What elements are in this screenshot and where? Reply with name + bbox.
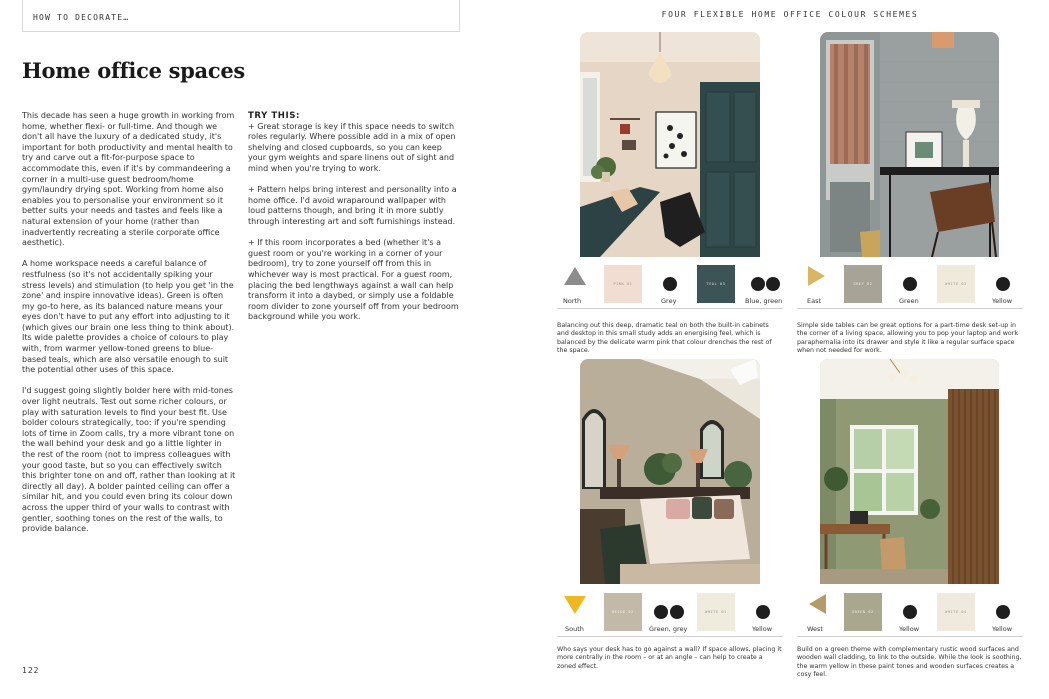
east-swatch-row — [797, 265, 1023, 309]
west-swatch-row — [797, 593, 1023, 637]
body-paragraph: This decade has seen a huge growth in working from home, whether flexi- or full-time. And though we don't all have the luxury of a dedicated study, it's important for both productivity and mental health to try and carve out a fit-for-purpose space to accommodate this, even if it's by commandeering a corner in a multi-use guest bedroom/home gym/laundry drying spot. Working from home also enables you to personalise your environment so it better suits your needs and tastes and feels like a natural extension of your home (rather than inadvertently recreating a sterile corporate office aesthetic). — [22, 111, 235, 248]
paint-swatch: BEIGE 02 — [604, 593, 642, 631]
north-swatch-row — [557, 265, 783, 309]
colour-name-label: Yellow — [992, 297, 1013, 305]
body-paragraph: I'd suggest going slightly bolder here with mid-tones over light neutrals. Test out some richer colours, or play with saturation levels to find your best fit. Use bolder colours strategically, too: if you're spending lots of time in Zoom calls, try a more vibrant tone on the wall behind your desk and go a little lighter in the rest of the room (not to impress colleagues with your good taste, but so you can effectively switch this brighter tone on and off, rather than looking at it directly all day). A bolder painted ceiling can offer a similar hit, and you could even bring its colour down across the upper third of your walls to contrast with gentler, soothing tones on the rest of the walls, to provide balance. — [22, 386, 236, 534]
divider — [557, 308, 783, 309]
tip-paragraph: + Pattern helps bring interest and personality into a home office. I'd avoid wraparound wallpaper with loud patterns though, and bring it in more subtly through interesting art and soft furnishings instead. — [248, 185, 457, 226]
colour-name-label: Green — [899, 297, 919, 305]
colour-dot — [996, 605, 1010, 619]
divider — [797, 308, 1023, 309]
colour-dot — [903, 277, 917, 291]
paint-swatch: WHITE 01 — [697, 593, 735, 631]
body-column-left — [22, 111, 236, 545]
tip-paragraph: + Great storage is key if this space needs to switch roles regularly. Where possible add in a mix of open shelving and closed cupboards, so you can keep your gym weights and spare linens out of sight and mind when you're trying to work. — [248, 121, 456, 173]
north-caption: Balancing out this deep, dramatic teal on both the built-in cabinets and desktop in this small study adds an energising feel, which is balanced by the delicate warm pink that colour drenches the rest of the space. — [557, 322, 772, 355]
south-triangle-icon — [563, 593, 587, 615]
paint-swatch: PINK 01 — [604, 265, 642, 303]
colour-dot — [654, 605, 668, 619]
paint-swatch: WHITE 03 — [937, 265, 975, 303]
section-header-box — [22, 0, 460, 32]
west-room-photo — [820, 359, 999, 584]
paint-swatch: GREY 02 — [844, 265, 882, 303]
colour-name-label: Yellow — [992, 625, 1013, 633]
colour-dot — [903, 605, 917, 619]
direction-label: South — [565, 625, 584, 633]
east-caption: Simple side tables can be great options for a part-time desk set-up in the corner of a living space, allowing you to pop your laptop and work paraphernalia into its drawer and style it like a regular surface space when not needed for work. — [797, 322, 1018, 355]
paint-swatch: WHITE 04 — [937, 593, 975, 631]
south-swatch-row — [557, 593, 783, 637]
colour-dot — [756, 605, 770, 619]
divider — [797, 636, 1023, 637]
west-caption: Build on a green theme with complementary rustic wood surfaces and wooden wall cladding, to link to the outside. While the look is soothing, the warm yellow in these paint tones and wooden surfaces creates a cosy feel. — [797, 646, 1022, 679]
body-paragraph: A home workspace needs a careful balance of restfulness (so it's not accidentally spiking your stress levels) and stimulation (to help you get 'in the zone' and inspire innovative ideas). Green is often my go-to here, as its balanced nature means your eyes don't have to put any effort into adjusting to it (which gives our brain one less thing to think about). Its wide palette provides a choice of colours to play with, from warmer yellow-toned greens to blue-based teals, which are also versatile enough to suit the potential other uses of this space. — [22, 259, 235, 375]
try-this-column — [248, 111, 460, 333]
direction-label: West — [807, 625, 823, 633]
divider — [557, 636, 783, 637]
paint-swatch: GREEN 02 — [844, 593, 882, 631]
colour-dot — [670, 605, 684, 619]
colour-dot — [751, 277, 765, 291]
direction-label: East — [807, 297, 822, 305]
east-room-photo — [820, 32, 999, 257]
section-label: HOW TO DECORATE… — [33, 13, 130, 22]
south-caption: Who says your desk has to go against a wall? If space allows, placing it more centrally in the room – or at an angle – can help to create a zoned effect. — [557, 646, 782, 670]
try-this-heading: TRY THIS: — [248, 111, 300, 121]
direction-label: North — [563, 297, 582, 305]
right-page-heading: FOUR FLEXIBLE HOME OFFICE COLOUR SCHEMES — [661, 10, 919, 19]
north-room-photo — [580, 32, 760, 257]
page-title: Home office spaces — [22, 58, 245, 83]
colour-dot — [766, 277, 780, 291]
south-room-photo — [580, 359, 760, 584]
colour-name-label: Blue, green — [745, 297, 783, 305]
colour-name-label: Grey — [661, 297, 677, 305]
colour-name-label: Yellow — [899, 625, 920, 633]
paint-swatch: TEAL 03 — [697, 265, 735, 303]
tip-paragraph: + If this room incorporates a bed (whether it's a guest room or you're working in a corner of your bedroom), try to zone yourself off from this in whichever way is most practical. For a guest room, placing the bed lengthways against a wall can help transform it into a daybed, or simply use a foldable room divider to zone yourself off from your bedroom background while you work. — [248, 238, 459, 322]
page-number: 122 — [22, 666, 40, 675]
colour-name-label: Yellow — [752, 625, 773, 633]
east-triangle-icon — [805, 265, 829, 287]
colour-dot — [996, 277, 1010, 291]
north-triangle-icon — [563, 265, 587, 287]
west-triangle-icon — [805, 593, 829, 615]
colour-name-label: Green, grey — [649, 625, 688, 633]
colour-dot — [663, 277, 677, 291]
